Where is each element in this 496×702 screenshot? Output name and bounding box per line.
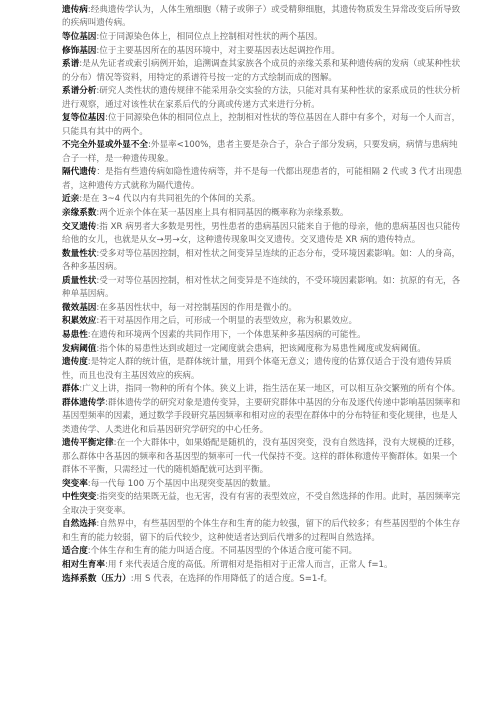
glossary-entry (62, 356, 462, 383)
glossary-entry (62, 397, 462, 437)
glossary-definition: :指个体的易患性达到或超过一定阈度就会患病，把该阈度称为易患性阈度或发病阈值。 (96, 343, 426, 354)
glossary-entry (62, 559, 462, 572)
glossary-term: 易患性 (62, 329, 88, 340)
glossary-term: 遗传病 (62, 5, 88, 15)
glossary-term: 突变率 (62, 478, 88, 489)
glossary-definition: :在多基因性状中，每一对控制基因的作用是微小的。 (96, 302, 297, 313)
glossary-term: 群体 (62, 384, 80, 395)
glossary-list (62, 4, 462, 586)
glossary-definition: :自然界中，有些基因型的个体生存和生育的能力较强，留下的后代较多；有些基因型的个体生存和生育的能力较弱，留下的后代较少，这种使适者达到后代增多的过程叫自然选择。 (62, 519, 461, 543)
glossary-term: 数量性状 (62, 248, 97, 259)
glossary-entry (62, 437, 462, 477)
glossary-entry (62, 139, 462, 166)
glossary-term: 等位基因 (62, 31, 97, 42)
glossary-term: 系谱 (62, 59, 80, 70)
glossary-term: 自然选择 (62, 519, 97, 530)
glossary-term: 隔代遗传 (62, 167, 97, 178)
glossary-definition: :若干对基因作用之后，可形成一个明显的表型效应，称为积累效应。 (96, 316, 358, 327)
glossary-entry (62, 58, 462, 85)
glossary-entry (62, 302, 462, 315)
glossary-term: 群体遗传学 (62, 398, 105, 409)
glossary-term: 不完全外显或外显不全 (62, 140, 148, 151)
glossary-term: 相对生育率 (62, 559, 105, 570)
glossary-definition: :位于同源染色体的相同位点上，控制相对性状的等位基因在人群中有多个，对每一个人而言，只能具有其中的两个。 (62, 113, 461, 137)
glossary-entry (62, 85, 462, 112)
glossary-entry (62, 315, 462, 328)
glossary-definition: :是特定人群的统计值，是群体统计量，用到个体毫无意义；遗传度的估算仅适合于没有遗传异质性，而且也没有主基因效应的疾病。 (62, 357, 452, 381)
glossary-entry (62, 343, 462, 356)
glossary-term: 中性突变 (62, 492, 97, 503)
glossary-definition: :研究人类性状的遗传规律不能采用杂交实验的方法，只能对具有某种性状的家系成员的性状分析进行观察，通过对该性状在家系后代的分离或传递方式来进行分析。 (62, 86, 461, 110)
glossary-definition: :经典遗传学认为，人体生殖细胞（精子或卵子）或受精卵细胞，其遗传物质发生异常改变后所导致的疾病叫遗传病。 (62, 5, 461, 29)
glossary-term: 质量性状 (62, 275, 97, 286)
glossary-definition: :外显率<100%，患者主要是杂合子，杂合子部分发病，只要发病，病情与患病纯合子一样，是一种遗传现象。 (62, 140, 458, 164)
glossary-entry (62, 221, 462, 248)
glossary-term: 遗传平衡定律 (62, 438, 114, 449)
glossary-entry (62, 383, 462, 396)
glossary-definition: :每一代每 100 万个基因中出现突变基因的数量。 (87, 478, 276, 489)
glossary-entry (62, 573, 462, 586)
glossary-term: 复等位基因 (62, 113, 105, 124)
glossary-term: 系谱分析 (62, 86, 97, 97)
glossary-entry (62, 518, 462, 545)
glossary-definition: :位于同源染色体上，相同位点上控制相对性状的两个基因。 (96, 31, 323, 42)
glossary-definition: :用 f 来代表适合度的高低。所谓相对是指相对于正常人而言，正常人 f=1。 (104, 559, 393, 570)
glossary-entry (62, 31, 462, 44)
glossary-term: 适合度 (62, 546, 88, 557)
glossary-term: 近亲 (62, 194, 80, 205)
glossary-definition: :在一个大群体中，如果婚配是随机的，没有基因突变，没有自然选择，没有大规模的迁移，那么群体中各基因的频率和各基因型的频率可一代一代保持不变。这样的群体称遗传平衡群体。如果一个群体不平衡，只需经过一代的随机婚配就可达到平衡。 (62, 438, 461, 475)
glossary-term: 积累效应 (62, 316, 97, 327)
glossary-term: 交叉遗传 (62, 221, 97, 232)
glossary-entry (62, 329, 462, 342)
glossary-definition: :指突变的结果既无益，也无害，没有有害的表型效应，不受自然选择的作用。此时，基因频率完全取决于突变率。 (62, 492, 461, 516)
glossary-definition: :用 S 代表，在选择的作用降低了的适合度。S=1-f。 (130, 573, 333, 584)
glossary-definition: :受一对等位基因控制，相对性状之间变异是不连续的，不受环境因素影响。如：抗原的有无，各种单基因病。 (62, 275, 461, 299)
glossary-term: 选择系数（压力） (62, 573, 131, 584)
glossary-entry (62, 112, 462, 139)
glossary-definition: :两个近亲个体在某一基因座上具有相同基因的概率称为亲缘系数。 (96, 207, 349, 218)
glossary-definition: :广义上讲，指同一物种的所有个体。狭义上讲，指生活在某一地区，可以相互杂交繁殖的所有个体。 (79, 384, 461, 395)
glossary-definition: :是在 3~4 代以内有共同祖先的个体间的关系。 (79, 194, 261, 205)
glossary-entry (62, 45, 462, 58)
glossary-definition: :指 XR 病男者大多数是男性，男性患者的患病基因只能来自于他的母亲，他的患病基因也只能传给他的女儿，也就是从女→男→女，这种遗传现象叫交叉遗传。交叉遗传是 XR 病的遗传特点。 (62, 221, 461, 245)
glossary-term: 修饰基因 (62, 45, 97, 56)
glossary-entry (62, 166, 462, 193)
glossary-entry (62, 193, 462, 206)
glossary-term: 发病阈值 (62, 343, 97, 354)
glossary-entry (62, 4, 462, 31)
glossary-term: 微效基因 (62, 302, 97, 313)
glossary-entry (62, 207, 462, 220)
glossary-entry (62, 248, 462, 275)
glossary-entry (62, 275, 462, 302)
glossary-definition: :位于主要基因所在的基因环境中，对主要基因表达起调控作用。 (96, 45, 340, 56)
glossary-term: 遗传度 (62, 357, 88, 368)
glossary-definition: ：是指有些遗传病如隐性遗传病等，并不是每一代都出现患者的，可能相隔 2 代或 3 代才出现患者，这种遗传方式就称为隔代遗传。 (62, 167, 463, 191)
glossary-term: 亲缘系数 (62, 207, 97, 218)
glossary-definition: :群体遗传学的研究对象是遗传变异，主要研究群体中基因的分布及逐代传递中影响基因频率和基因型频率的因素，通过数学手段研究基因频率和相对应的表型在群体中的分布特征和变化规律，也是人类遗传学、人类进化和后基因研究学研究的中心任务。 (62, 398, 461, 435)
glossary-definition: :受多对等位基因控制，相对性状之间变异呈连续的正态分布，受环境因素影响。如：人的身高，各种多基因病。 (62, 248, 461, 272)
glossary-definition: :个体生存和生育的能力叫适合度。不同基因型的个体适合度可能不同。 (87, 546, 358, 557)
glossary-definition: :是从先证者或索引病例开始，追溯调查其家族各个成员的亲缘关系和某种遗传病的发病（或某种性状的分布）情况等资料，用特定的系谱符号按一定的方式绘制而成的图解。 (62, 59, 461, 83)
glossary-entry (62, 491, 462, 518)
glossary-definition: :在遗传和环境两个因素的共同作用下，一个体患某种多基因病的可能性。 (87, 329, 366, 340)
glossary-entry (62, 478, 462, 491)
glossary-entry (62, 545, 462, 558)
